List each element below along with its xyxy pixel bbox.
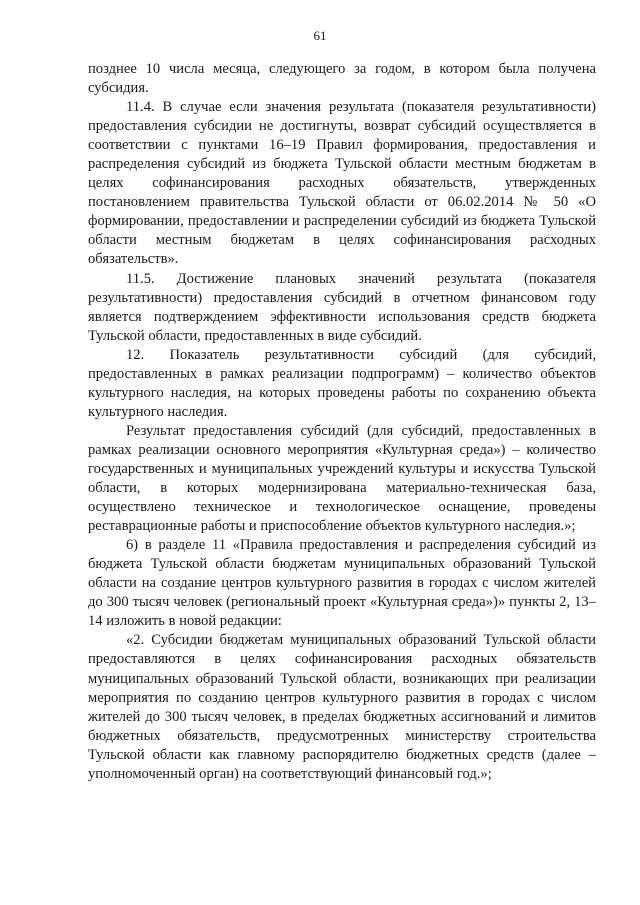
paragraph-11-4: 11.4. В случае если значения результата (показателя результативности) предоставления субсидии не достигнуты, возврат субсидий осуществляется в соответствии с пунктами 16–19 Правил формирования, предоставления и распределения субсидий из бюджета Тульской области местным бюджетам в целях софинансирования расходных обязательств, утвержденных постановлением правительства Тульской области от 06.02.2014 № 50 «О формировании, предоставлении и распределении субсидий из бюджета Тульской области местным бюджетам в целях софинансирования расходных обязательств». <box>88 99 596 268</box>
paragraph-quoted-2: «2. Субсидии бюджетам муниципальных образований Тульской области предоставляются в целях софинансирования расходных обязательств муниципальных образований Тульской области, возникающих при реализации мероприятия по созданию центров культурного развития в городах с числом жителей до 300 тысяч человек, в пределах бюджетных ассигнований и лимитов бюджетных обязательств, предусмотренных министерству строительства Тульской области как главному распорядителю бюджетных средств (далее – уполномоченный орган) на соответствующий финансовый год.»; <box>88 632 596 782</box>
paragraph-12: 12. Показатель результативности субсидий (для субсидий, предоставленных в рамках реализации подпрограмм) – количество объектов культурного наследия, на которых проведены работы по сохранению объекта культурного наследия. <box>88 346 596 420</box>
document-body <box>88 60 596 784</box>
paragraph-11-5: 11.5. Достижение плановых значений результата (показателя результативности) предоставления субсидий в отчетном финансовом году является подтверждением эффективности использования средств бюджета Тульской области, предоставленных в виде субсидий. <box>88 270 596 344</box>
paragraph-continuation: позднее 10 числа месяца, следующего за годом, в котором была получена субсидия. <box>88 61 596 97</box>
paragraph-result: Результат предоставления субсидий (для субсидий, предоставленных в рамках реализации основного мероприятия «Культурная среда») – количество государственных и муниципальных учреждений культуры и искусства Тульской области, в которых модернизирована материально-техническая база, осуществлено техническое и технологическое оснащение, проведены реставрационные работы и приспособление объектов культурного наследия.»; <box>88 422 596 535</box>
page-number: 61 <box>313 28 327 43</box>
paragraph-item-6: 6) в разделе 11 «Правила предоставления и распределения субсидий из бюджета Тульской области бюджетам муниципальных образований Тульской области на создание центров культурного развития в городах с числом жителей до 300 тысяч человек (региональный проект «Культурная среда»)» пункты 2, 13–14 изложить в новой редакции: <box>88 537 596 630</box>
